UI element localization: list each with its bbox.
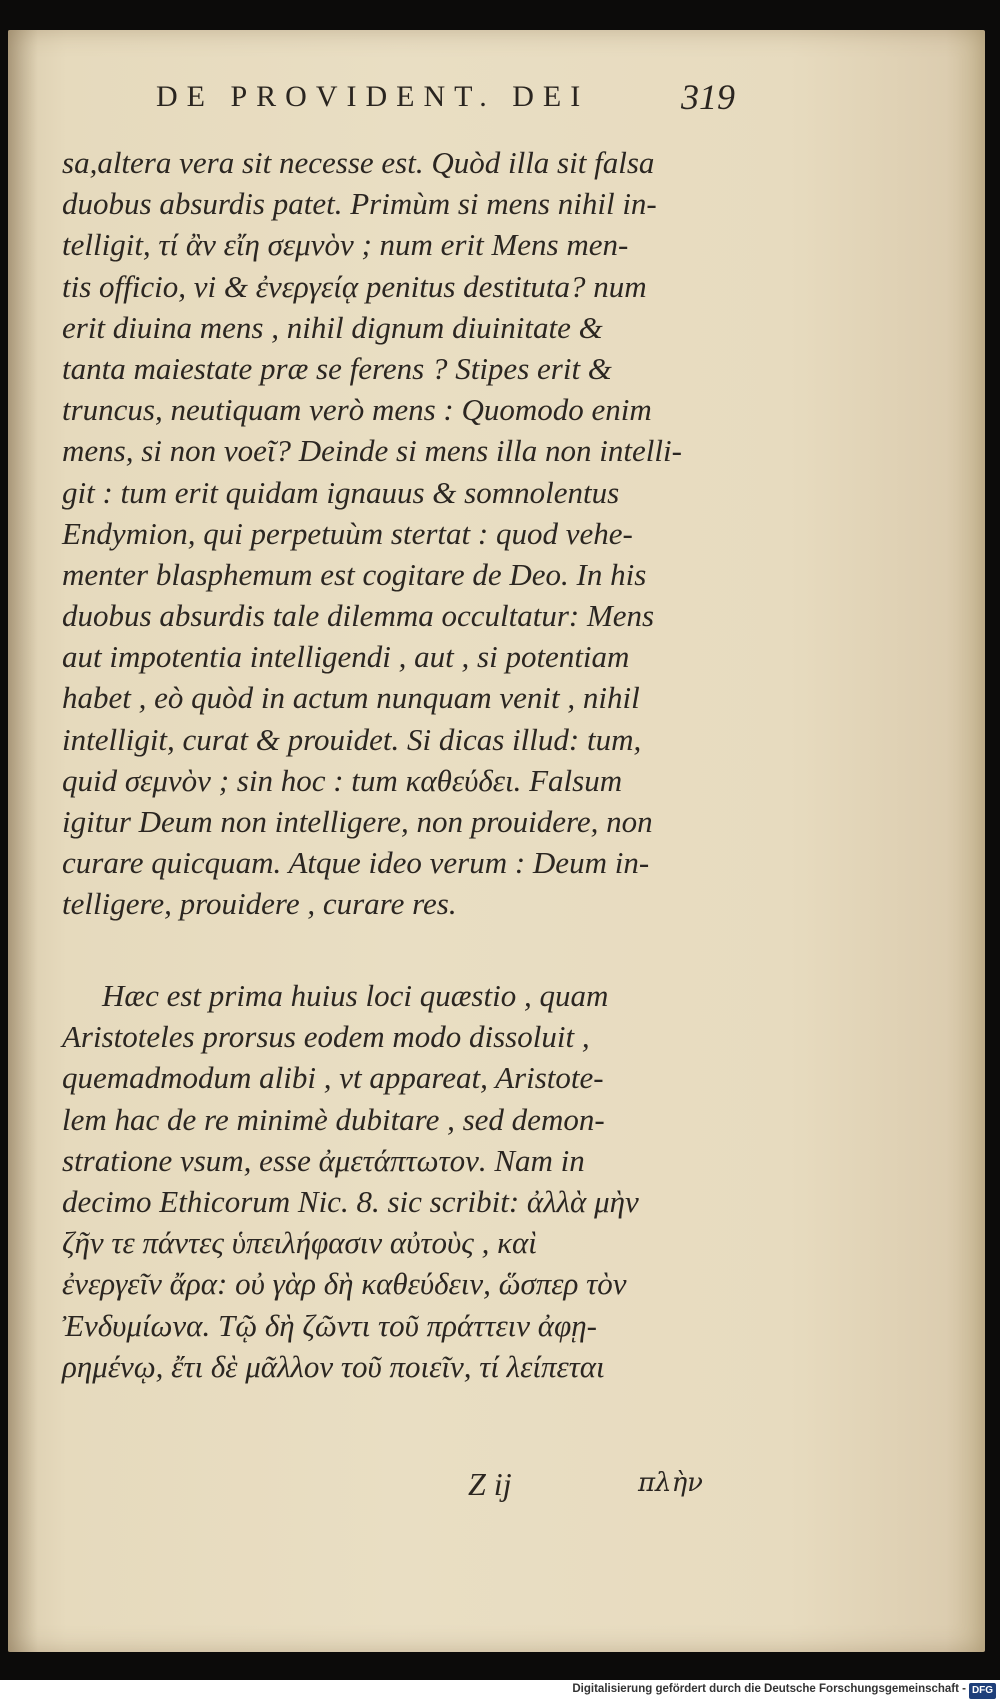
funding-note: Digitalisierung gefördert durch die Deutsche Forschungsgemeinschaft - [572,1683,966,1695]
text-line: ἐνεργεῖν ἄρα: οὐ γὰρ δὴ καθεύδειν, ὥσπερ τὸν [62,1266,627,1302]
text-line: decimo Ethicorum Nic. 8. sic scribit: ἀλλὰ μὴν [62,1183,639,1219]
text-line: stratione vsum, esse ἀμετάπτωτον. Nam in [62,1142,585,1178]
text-line: ζῆν τε πάντες ὑπειλήφασιν αὐτοὺς , καὶ [62,1225,537,1261]
text-line: aut impotentia intelligendi , aut , si potentiam [62,639,630,675]
text-line: duobus absurdis tale dilemma occultatur: Mens [62,598,655,634]
book-page [8,30,985,1652]
text-line: tanta maiestate præ se ferens ? Stipes erit & [62,350,612,386]
paragraph-1 [62,142,734,925]
text-line: sa,altera vera sit necesse est. Quòd illa sit falsa [62,145,655,180]
text-line: intelligit, curat & prouidet. Si dicas illud: tum, [62,721,642,757]
text-line: curare quicquam. Atque ideo verum : Deum in- [62,845,650,881]
text-line: Hæc est prima huius loci quæstio , quam [102,978,609,1013]
dfg-logo: DFG [969,1683,996,1699]
page-gutter-shadow [8,30,38,1652]
text-line: truncus, neutiquam verò mens : Quomodo enim [62,392,652,428]
text-line: habet , eò quòd in actum nunquam venit , nihil [62,680,640,716]
running-head: DE PROVIDENT. DEI [156,80,590,113]
text-line: telligere, prouidere , curare res. [62,886,457,922]
text-line: quemadmodum alibi , vt appareat, Aristote- [62,1060,604,1096]
page-number: 319 [681,77,735,117]
text-line: telligit, τί ἂν εἴη σεμνὸν ; num erit Mens men- [62,227,629,263]
text-line: lem hac de re minimè dubitare , sed demon- [62,1101,605,1137]
catchword: πλὴν [638,1468,703,1498]
text-line: Aristoteles prorsus eodem modo dissoluit , [62,1019,590,1055]
paragraph-2 [62,975,734,1387]
text-line: menter blasphemum est cogitare de Deo. In his [62,556,647,592]
text-line: ρημένῳ, ἔτι δὲ μᾶλλον τοῦ ποιεῖν, τί λείπεται [62,1348,605,1384]
text-line: erit diuina mens , nihil dignum diuinitate & [62,309,603,345]
text-line: Endymion, qui perpetuùm stertat : quod vehe- [62,515,633,551]
text-line: quid σεμνὸν ; sin hoc : tum καθεύδει. Falsum [62,762,623,798]
text-line: igitur Deum non intelligere, non prouidere, non [62,804,653,839]
text-line: duobus absurdis patet. Primùm si mens nihil in- [62,186,657,222]
footer-bar [0,1680,1000,1703]
text-line: mens, si non voeῖ? Deinde si mens illa non intelli- [62,433,682,469]
text-line: git : tum erit quidam ignauus & somnolentus [62,474,620,510]
text-line: Ἐνδυμίωνα. Τῷ δὴ ζῶντι τοῦ πράττειν ἀφῃ- [62,1307,597,1343]
text-line: tis officio, vi & ἐνεργείᾳ penitus destituta? num [62,268,647,304]
signature-mark: Z ij [468,1466,512,1502]
